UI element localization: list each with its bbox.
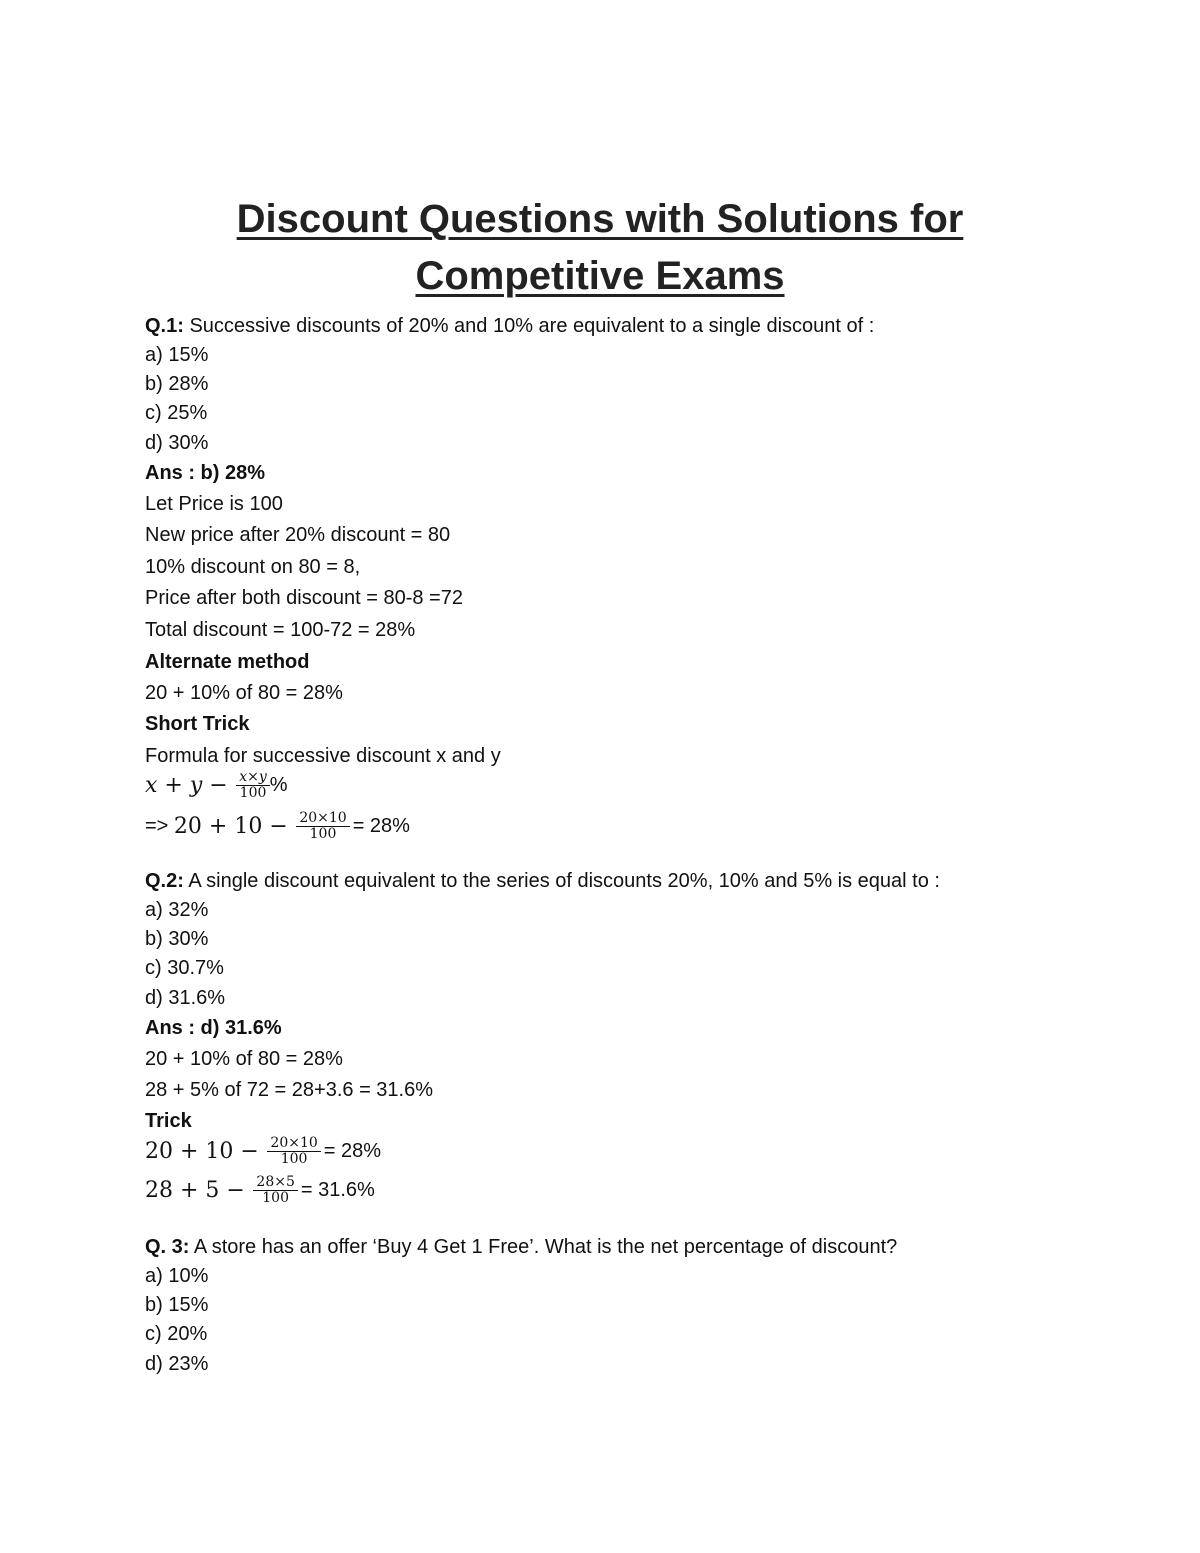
question-3-label: Q. 3: — [145, 1236, 190, 1258]
short-trick-heading: Short Trick — [145, 713, 250, 735]
trick-1-numerator: 20×10 — [267, 1136, 320, 1152]
trick-2-result: = 31.6% — [300, 1178, 375, 1201]
question-1-answer: Ans : b) 28% — [145, 462, 266, 484]
question-3-option-c: c) 20% — [145, 1323, 208, 1345]
question-1-label: Q.1: — [145, 315, 184, 337]
alternate-method-heading: Alternate method — [145, 651, 310, 673]
question-1-option-b: b) 28% — [145, 373, 209, 395]
question-3-option-d: d) 23% — [145, 1353, 209, 1375]
trick-1-result: = 28% — [323, 1139, 382, 1162]
question-1-step: 10% discount on 80 = 8, — [145, 556, 361, 578]
question-1-option-a: a) 15% — [145, 344, 209, 366]
question-1-step: New price after 20% discount = 80 — [145, 524, 451, 546]
question-3-text: A store has an offer ‘Buy 4 Get 1 Free’. What is the net percentage of discount? — [189, 1236, 898, 1258]
question-1-option-c: c) 25% — [145, 402, 208, 424]
page-title-line-1: Discount Questions with Solutions for — [236, 197, 964, 241]
question-1-option-d: d) 30% — [145, 432, 209, 454]
question-2-step: 28 + 5% of 72 = 28+3.6 = 31.6% — [145, 1079, 434, 1101]
trick-heading: Trick — [145, 1110, 192, 1132]
trick-2-expression: 28 + 5 − — [145, 1177, 245, 1203]
page-title-line-2: Competitive Exams — [415, 254, 785, 298]
trick-1-denominator: 100 — [280, 1151, 308, 1167]
example-fraction — [296, 811, 349, 842]
question-1-step: Let Price is 100 — [145, 493, 283, 515]
question-3-option-a: a) 10% — [145, 1265, 209, 1287]
question-1-step: Price after both discount = 80-8 =72 — [145, 587, 463, 609]
question-2-label: Q.2: — [145, 870, 184, 892]
question-1-step: Total discount = 100-72 = 28% — [145, 619, 416, 641]
question-1-text: Successive discounts of 20% and 10% are equivalent to a single discount of : — [183, 315, 875, 337]
trick-formula-2 — [145, 1175, 375, 1206]
formula-denominator: 100 — [239, 785, 267, 801]
question-2-option-b: b) 30% — [145, 928, 209, 950]
example-denominator: 100 — [309, 826, 337, 842]
example-expression: 20 + 10 − — [173, 813, 288, 839]
example-prefix: => — [145, 814, 169, 837]
question-2-option-c: c) 30.7% — [145, 957, 224, 979]
alternate-method-line: 20 + 10% of 80 = 28% — [145, 682, 343, 704]
trick-formula-1 — [145, 1136, 381, 1167]
example-result: = 28% — [352, 814, 410, 837]
question-2 — [145, 869, 940, 893]
formula-intro: Formula for successive discount x and y — [145, 745, 501, 767]
example-numerator: 20×10 — [296, 811, 349, 827]
successive-discount-formula — [145, 770, 288, 801]
formula-percent: % — [269, 773, 288, 796]
trick-2-denominator: 100 — [262, 1190, 289, 1206]
formula-numerator: x×y — [236, 770, 270, 786]
formula-example — [145, 811, 410, 842]
formula-fraction — [236, 770, 270, 801]
trick-2-numerator: 28×5 — [253, 1175, 297, 1191]
question-2-text: A single discount equivalent to the series of discounts 20%, 10% and 5% is equal to : — [183, 870, 940, 892]
question-2-option-d: d) 31.6% — [145, 987, 226, 1009]
trick-1-fraction — [267, 1136, 320, 1167]
formula-expression: x + y − — [145, 772, 228, 798]
question-1 — [145, 314, 874, 338]
trick-2-fraction — [253, 1175, 297, 1206]
question-2-step: 20 + 10% of 80 = 28% — [145, 1048, 343, 1070]
question-2-option-a: a) 32% — [145, 899, 209, 921]
question-3 — [145, 1235, 897, 1259]
question-2-answer: Ans : d) 31.6% — [145, 1017, 282, 1039]
question-3-option-b: b) 15% — [145, 1294, 209, 1316]
trick-1-expression: 20 + 10 − — [145, 1138, 259, 1164]
